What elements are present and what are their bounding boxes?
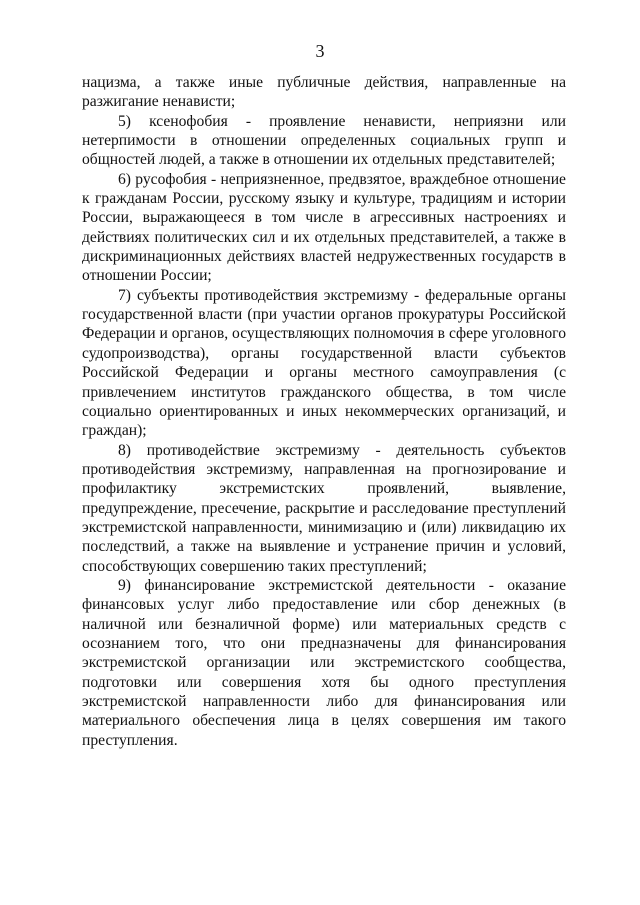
item-number: 8) — [118, 441, 131, 459]
item-number: 7) — [118, 286, 131, 304]
paragraph-text: финансирование экстремистской деятельности - оказание финансовых услуг либо предоставление или сбор денежных (в наличной или безналичной форме) или материальных средств с осознанием того, что они предназначены для финансирования экстремистской организации или экстремистского сообщества, подготовки или совершения хотя бы одного преступления экстремистской направленности либо для финансирования или материального обеспечения лица в целях совершения им такого преступления. — [82, 576, 566, 749]
page-number: 3 — [315, 41, 325, 61]
paragraph-item-5 — [82, 112, 566, 170]
paragraph-item-8 — [82, 441, 566, 576]
item-number: 9) — [118, 576, 131, 594]
paragraph-continuation — [82, 73, 566, 112]
item-number: 5) — [118, 112, 131, 130]
document-body — [82, 73, 566, 750]
paragraph-item-6 — [82, 170, 566, 286]
paragraph-text: нацизма, а также иные публичные действия, направленные на разжигание ненависти; — [82, 74, 566, 111]
paragraph-item-9 — [82, 576, 566, 750]
paragraph-text: ксенофобия - проявление ненависти, неприязни или нетерпимости в отношении определенных социальных групп и общностей людей, а также в отношении их отдельных представителей; — [82, 112, 566, 169]
paragraph-item-7 — [82, 286, 566, 441]
item-number: 6) — [118, 170, 131, 188]
paragraph-text: русофобия - неприязненное, предвзятое, враждебное отношение к гражданам России, русскому языку и культуре, традициям и истории России, выражающееся в том числе в агрессивных настроениях и действиях политических сил и их отдельных представителей, а также в дискриминационных действиях властей недружественных государств в отношении России; — [82, 170, 566, 285]
paragraph-text: противодействие экстремизму - деятельность субъектов противодействия экстремизму, направленная на прогнозирование и профилактику экстремистских проявлений, выявление, предупреждение, пресечение, раскрытие и расследование преступлений экстремистской направленности, минимизацию и (или) ликвидацию их последствий, а также на выявление и устранение причин и условий, способствующих совершению таких преступлений; — [82, 441, 567, 575]
paragraph-text: субъекты противодействия экстремизму - федеральные органы государственной власти (при участии органов прокуратуры Российской Федерации и органов, осуществляющих полномочия в сфере уголовного судопроизводства), органы государственной власти субъектов Российской Федерации и органы местного самоуправления (с привлечением институтов гражданского общества, в том числе социально ориентированных и иных некоммерческих организаций, и граждан); — [82, 286, 566, 440]
